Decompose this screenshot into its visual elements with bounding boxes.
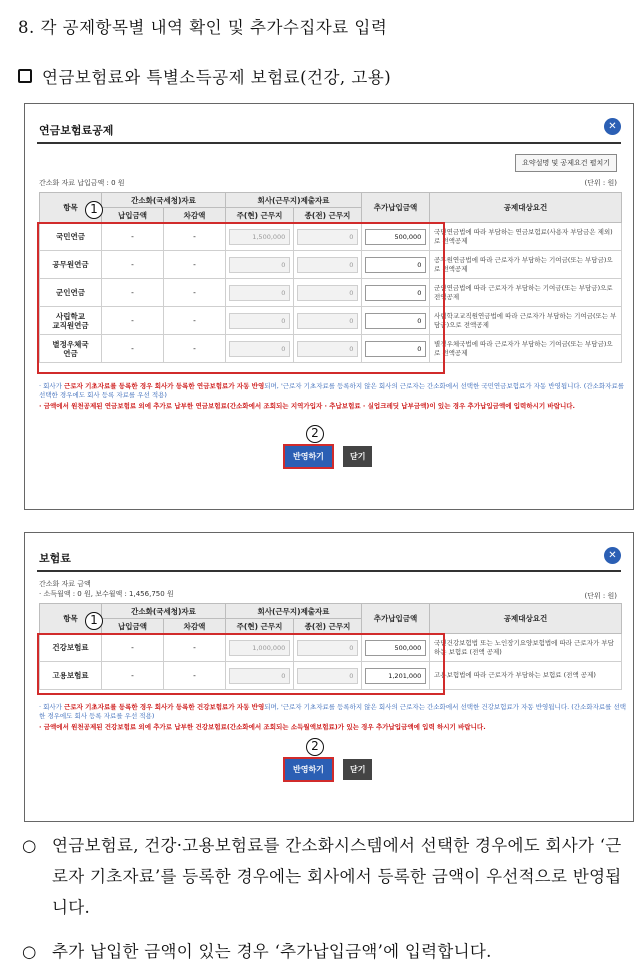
- note-text: 되며, '근로자 기초자료를 등록하지 않은 회사의 근로자는 간소화에서 선택한 건강보험료가 자동 반영됩니다. (간소화자료를 선택한 경우에도 회사 등록 자료를 우선 적용): [39, 703, 627, 720]
- current-workplace-input[interactable]: 0: [229, 285, 291, 301]
- header-paid: 납입금액: [102, 208, 164, 223]
- close-button[interactable]: 닫기: [343, 759, 372, 780]
- row-item: 공무원연금: [40, 251, 102, 279]
- row-item: 별정우체국 연금: [40, 335, 102, 363]
- row-requirement: 사립학교교직원연금법에 따라 근로자가 부담하는 기여금(또는 부담금)으로 전액공제: [430, 307, 622, 335]
- apply-button[interactable]: 반영하기: [283, 757, 334, 782]
- header-paid: 납입금액: [102, 619, 164, 634]
- note-auto-apply: [39, 382, 629, 400]
- table-row: [40, 307, 622, 335]
- row-paid: -: [102, 251, 164, 279]
- pension-deduction-dialog: [24, 103, 634, 510]
- row-deducted: -: [164, 307, 226, 335]
- row-requirement: 국민연금법에 따라 부담하는 연금보험료(사용자 부담금은 제외)로 전액공제: [430, 223, 622, 251]
- header-simplified: 간소화(국세청)자료: [102, 193, 226, 208]
- table-row: [40, 634, 622, 662]
- bullet-item: [22, 830, 634, 923]
- header-deducted: 차감액: [164, 619, 226, 634]
- table-row: [40, 335, 622, 363]
- additional-amount-input[interactable]: 0: [365, 341, 427, 357]
- note-emphasis: 근로자 기초자료를 등록한 경우 회사가 등록한 연금보험료가 자동 반영: [64, 382, 265, 390]
- close-button[interactable]: 닫기: [343, 446, 372, 467]
- row-deducted: -: [164, 335, 226, 363]
- header-deducted: 차감액: [164, 208, 226, 223]
- note-text: · 회사가: [39, 382, 65, 390]
- header-company: 회사(근무지)제출자료: [226, 193, 362, 208]
- previous-workplace-input[interactable]: 0: [297, 341, 359, 357]
- previous-workplace-input[interactable]: 0: [297, 257, 359, 273]
- additional-amount-input[interactable]: 500,000: [365, 640, 427, 656]
- row-paid: -: [102, 634, 164, 662]
- simple-amount-title: 간소화 자료 금액: [39, 580, 91, 588]
- current-workplace-input[interactable]: 1,000,000: [229, 640, 291, 656]
- header-simplified: 간소화(국세청)자료: [102, 604, 226, 619]
- current-workplace-input[interactable]: 1,500,000: [229, 229, 291, 245]
- subsection-heading-text: 연금보험료와 특별소득공제 보험료(건강, 고용): [42, 68, 392, 87]
- previous-workplace-input[interactable]: 0: [297, 229, 359, 245]
- summary-toggle-button[interactable]: 요약설명 및 공제요건 펼치기: [515, 154, 617, 172]
- current-workplace-input[interactable]: 0: [229, 257, 291, 273]
- dialog-title: 보험료: [39, 552, 71, 565]
- row-paid: -: [102, 223, 164, 251]
- header-requirements: 공제대상요건: [430, 193, 622, 223]
- additional-amount-input[interactable]: 500,000: [365, 229, 427, 245]
- previous-workplace-input[interactable]: 0: [297, 640, 359, 656]
- row-item: 국민연금: [40, 223, 102, 251]
- unit-text: (단위 : 원): [584, 179, 617, 187]
- header-item: 항목: [40, 604, 102, 634]
- note-auto-apply: [39, 703, 629, 721]
- table-row: [40, 279, 622, 307]
- additional-amount-input[interactable]: 0: [365, 285, 427, 301]
- header-company: 회사(근무지)제출자료: [226, 604, 362, 619]
- pension-table: [39, 192, 622, 363]
- header-current: 주(현) 근무지: [226, 619, 294, 634]
- row-paid: -: [102, 662, 164, 690]
- bullet-text: 연금보험료, 건강·고용보험료를 간소화시스템에서 선택한 경우에도 회사가 ‘근로자 기초자료’를 등록한 경우에는 회사에서 등록한 금액이 우선적으로 반영됩니다.: [52, 836, 622, 917]
- row-deducted: -: [164, 634, 226, 662]
- header-current: 주(현) 근무지: [226, 208, 294, 223]
- marker-one: 1: [85, 201, 103, 219]
- previous-workplace-input[interactable]: 0: [297, 313, 359, 329]
- close-icon[interactable]: ✕: [604, 118, 621, 135]
- header-previous: 종(전) 근무지: [294, 208, 362, 223]
- square-bullet-icon: [18, 69, 32, 83]
- unit-text: (단위 : 원): [584, 592, 617, 600]
- row-requirement: 군인연금법에 따라 근로자가 부담하는 기여금(또는 부담금)으로 전액공제: [430, 279, 622, 307]
- title-divider: [37, 570, 621, 572]
- note-text: · 회사가: [39, 703, 65, 711]
- row-requirement: 국민건강보험법 또는 노인장기요양보험법에 따라 근로자가 부담하는 보험료 (전액 공제): [430, 634, 622, 662]
- header-previous: 종(전) 근무지: [294, 619, 362, 634]
- row-deducted: -: [164, 251, 226, 279]
- header-requirements: 공제대상요건: [430, 604, 622, 634]
- header-additional: 추가납입금액: [362, 604, 430, 634]
- additional-amount-input[interactable]: 0: [365, 257, 427, 273]
- title-divider: [37, 142, 621, 144]
- header-item: 항목: [40, 193, 102, 223]
- row-paid: -: [102, 279, 164, 307]
- additional-amount-input[interactable]: 1,201,000: [365, 668, 427, 684]
- current-workplace-input[interactable]: 0: [229, 313, 291, 329]
- row-deducted: -: [164, 279, 226, 307]
- row-requirement: 공무원연금법에 따라 근로자가 부담하는 기여금(또는 부담금)으로 전액공제: [430, 251, 622, 279]
- current-workplace-input[interactable]: 0: [229, 668, 291, 684]
- row-deducted: -: [164, 662, 226, 690]
- note-additional: · 금액에서 원천공제된 건강보험료 외에 추가로 납부한 건강보험료(간소화에서 조회되는 소득월액보험료)가 있는 경우 추가납입금액에 입력 하시기 바랍니다.: [39, 723, 486, 731]
- table-row: [40, 662, 622, 690]
- note-text: 되며, '근로자 기초자료를 등록하지 않은 회사의 근로자는 간소화에서 선택한 국민연금보험료가 자동 반영됩니다. (간소화자료를 선택한 경우에도 회사 등록 자료를 우선 적용): [39, 382, 625, 399]
- insurance-dialog: [24, 532, 634, 822]
- additional-amount-input[interactable]: 0: [365, 313, 427, 329]
- row-requirement: 별정우체국법에 따라 근로자가 부담하는 기여금(또는 부담금)으로 전액공제: [430, 335, 622, 363]
- section-heading: 8. 각 공제항목별 내역 확인 및 추가수집자료 입력: [18, 18, 388, 37]
- previous-workplace-input[interactable]: 0: [297, 285, 359, 301]
- bullet-text: 추가 납입한 금액이 있는 경우 ‘추가납입금액’에 입력합니다.: [52, 942, 492, 961]
- row-requirement: 고용보험법에 따라 근로자가 부담하는 보험료 (전액 공제): [430, 662, 622, 690]
- current-workplace-input[interactable]: 0: [229, 341, 291, 357]
- note-emphasis: 근로자 기초자료를 등록한 경우 회사가 등록한 건강보험료가 자동 반영: [64, 703, 265, 711]
- dialog-title: 연금보험료공제: [39, 124, 114, 137]
- table-row: [40, 223, 622, 251]
- row-item: 건강보험료: [40, 634, 102, 662]
- apply-button[interactable]: 반영하기: [283, 444, 334, 469]
- marker-one: 1: [85, 612, 103, 630]
- row-paid: -: [102, 335, 164, 363]
- close-icon[interactable]: ✕: [604, 547, 621, 564]
- circle-bullet-icon: ○: [22, 942, 37, 961]
- circle-bullet-icon: ○: [22, 836, 37, 855]
- row-paid: -: [102, 307, 164, 335]
- row-item: 고용보험료: [40, 662, 102, 690]
- previous-workplace-input[interactable]: 0: [297, 668, 359, 684]
- row-item: 사립학교 교직원연금: [40, 307, 102, 335]
- bullet-item: [22, 936, 634, 967]
- row-item: 군인연금: [40, 279, 102, 307]
- marker-two: 2: [306, 738, 324, 756]
- note-additional: · 금액에서 원천공제된 연금보험료 외에 추가로 납부한 연금보험료(간소화에서 조회되는 지역가입자 · 추납보험료 · 실업크레딧 납부금액)이 있는 경우 추가납입금액에 입력하시기 바랍니다.: [39, 402, 576, 410]
- marker-two: 2: [306, 425, 324, 443]
- table-row: [40, 251, 622, 279]
- subsection-heading: [18, 64, 391, 88]
- row-deducted: -: [164, 223, 226, 251]
- header-additional: 추가납입금액: [362, 193, 430, 223]
- simple-amount-text: 간소화 자료 납입금액 : 0 원: [39, 179, 125, 187]
- insurance-table: [39, 603, 622, 690]
- simple-amount-detail: · 소득월액 : 0 원, 보수월액 : 1,456,750 원: [39, 590, 174, 598]
